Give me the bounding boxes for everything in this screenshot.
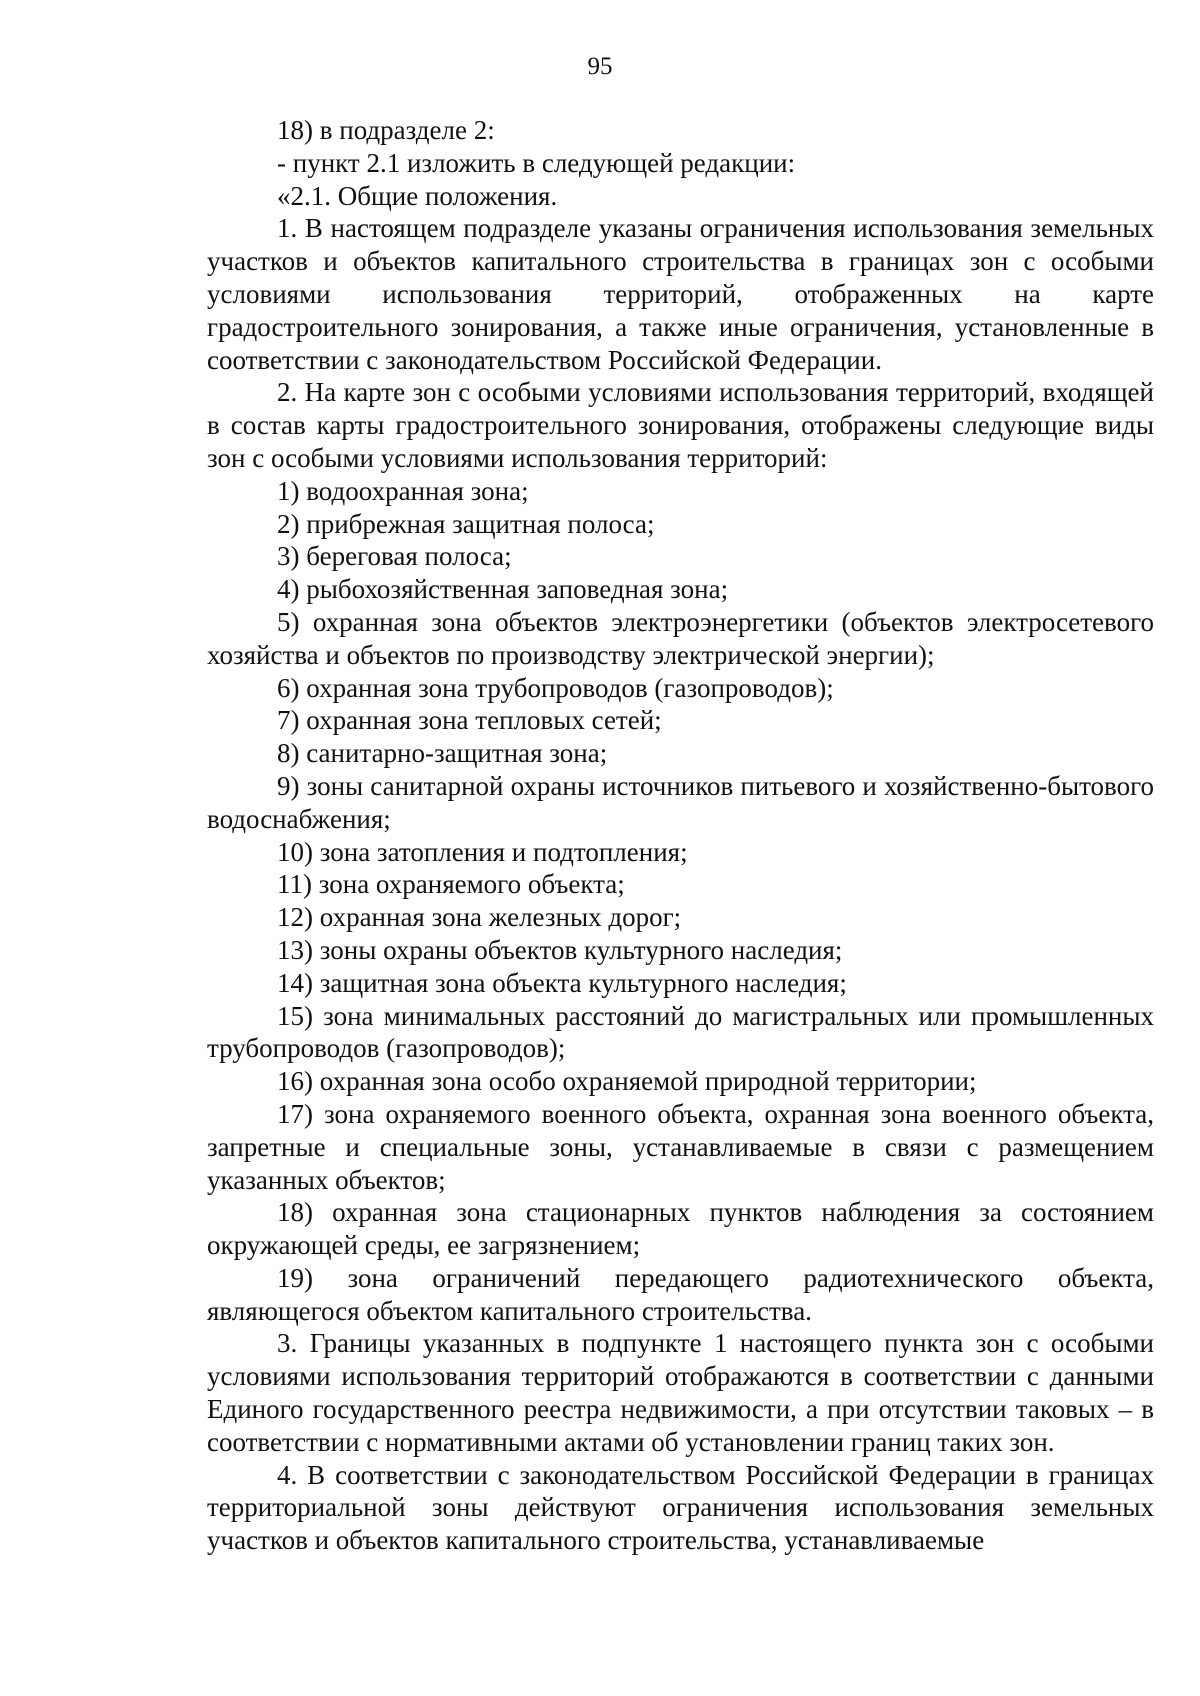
list-item: 3) береговая полоса; <box>277 541 512 572</box>
paragraph-clause-4: 4. В соответствии с законодательством Российской Федерации в границах территориальной зоны действуют ограничения использования земельных участков и объектов капитального строительства, устанавливаемые <box>207 1459 1154 1556</box>
paragraph-clause-3: 3. Границы указанных в подпункте 1 настоящего пункта зон с особыми условиями использования территорий отображаются в соответствии с данными Единого государственного реестра недвижимости, а при отсутствии таковых – в соответствии с нормативными актами об установлении границ таких зон. <box>207 1328 1154 1457</box>
list-item: 12) охранная зона железных дорог; <box>277 902 682 933</box>
paragraph-clause-2: 2. На карте зон с особыми условиями использования территорий, входящей в состав карты градостроительного зонирования, отображены следующие виды зон с особыми условиями использования территорий: <box>207 377 1154 473</box>
list-item: 2) прибрежная защитная полоса; <box>277 508 655 539</box>
list-item: 11) зона охраняемого объекта; <box>277 869 625 900</box>
list-item: 10) зона затопления и подтопления; <box>277 836 688 867</box>
list-item: 14) защитная зона объекта культурного наследия; <box>277 967 847 998</box>
list-item: 8) санитарно-защитная зона; <box>277 738 608 769</box>
list-item: 19) зона ограничений передающего радиотехнического объекта, являющегося объектом капитального строительства. <box>207 1262 1154 1326</box>
list-item: 4) рыбохозяйственная заповедная зона; <box>277 574 729 605</box>
list-item: 5) охранная зона объектов электроэнергетики (объектов электросетевого хозяйства и объектов по производству электрической энергии); <box>207 606 1154 670</box>
list-item: 16) охранная зона особо охраняемой природной территории; <box>277 1066 977 1097</box>
document-body <box>207 114 1154 1557</box>
list-item: 17) зона охраняемого военного объекта, охранная зона военного объекта, запретные и специальные зоны, устанавливаемые в связи с размещением указанных объектов; <box>207 1098 1154 1195</box>
list-item: 13) зоны охраны объектов культурного наследия; <box>277 934 843 965</box>
page-number: 95 <box>587 53 613 80</box>
list-item: 18) охранная зона стационарных пунктов наблюдения за состоянием окружающей среды, ее загрязнением; <box>207 1197 1154 1261</box>
list-item: 6) охранная зона трубопроводов (газопроводов); <box>277 672 834 703</box>
paragraph-instruction: - пункт 2.1 изложить в следующей редакции: <box>277 147 796 178</box>
paragraph-amendment-item: 18) в подразделе 2: <box>277 115 495 145</box>
section-heading: «2.1. Общие положения. <box>277 180 558 211</box>
list-item: 9) зоны санитарной охраны источников питьевого и хозяйственно-бытового водоснабжения; <box>207 770 1154 834</box>
list-item: 7) охранная зона тепловых сетей; <box>277 705 662 736</box>
list-item: 1) водоохранная зона; <box>277 475 529 506</box>
list-item: 15) зона минимальных расстояний до магистральных или промышленных трубопроводов (газопроводов); <box>207 1000 1154 1064</box>
paragraph-clause-1: 1. В настоящем подразделе указаны ограничения использования земельных участков и объектов капитального строительства в границах зон с особыми условиями использования территорий, отображенных на карте градостроительного зонирования, а также иные ограничения, установленные в соответствии с законодательством Российской Федерации. <box>207 213 1154 375</box>
